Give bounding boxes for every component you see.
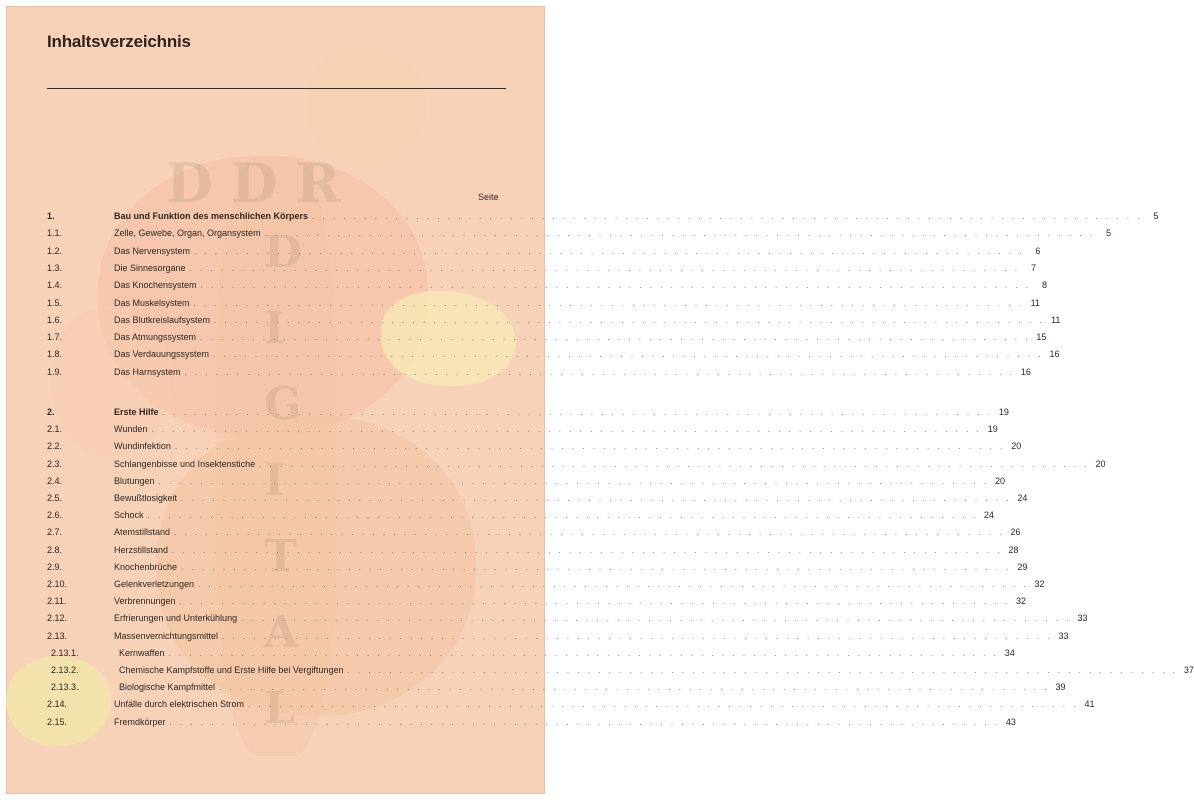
toc-entry-row xyxy=(6,475,1005,492)
toc-section-row xyxy=(6,407,1009,423)
toc-page-number: 7 xyxy=(1030,262,1036,273)
toc-number: 2.5. xyxy=(47,493,63,503)
toc-leader-dots: . . . . . . . . . . . . . . . . . . . . . . . . . . . . . . . . . . . . . . . . . . . . . . . . . . . . . . . . . . . . . . . . . . . . . . . . . . . . . . . . xyxy=(200,281,1031,291)
toc-title: Das Muskelsystem xyxy=(114,297,190,308)
toc-title: Erste Hilfe xyxy=(114,407,159,417)
toc-entry-row xyxy=(6,280,1047,296)
toc-number: 1.5. xyxy=(47,297,63,308)
toc-title: Wundinfektion xyxy=(114,441,171,452)
toc-leader-dots: . . . . . . . . . . . . . . . . . . . . . . . . . . . . . . . . . . . . . . . . . . . . . . . . . . . . . . . . . . . . . . . . . . . . . . . . . . . . . . . . xyxy=(181,562,1012,572)
toc-entry-row xyxy=(6,699,1095,715)
toc-number: 2.7. xyxy=(47,527,63,538)
toc-title: Blutungen xyxy=(114,475,155,486)
toc-entry-row xyxy=(6,424,998,440)
toc-entry-row xyxy=(6,596,1026,612)
toc-number: 2.9. xyxy=(47,561,63,572)
toc-title: Das Verdauungssystem xyxy=(114,349,210,360)
toc-title: Fremdkörper xyxy=(114,716,166,727)
toc-title: Unfälle durch elektrischen Strom xyxy=(114,699,245,710)
toc-leader-dots: . . . . . . . . . . . . . . . . . . . . . . . . . . . . . . . . . . . . . . . . . . . . . . . . . . . . . . . . . . . . . . . . . . . . . . . . . . . . . . . . xyxy=(189,263,1020,273)
toc-page-number: 8 xyxy=(1041,280,1047,291)
toc-leader-dots: . . . . . . . . . . . . . . . . . . . . . . . . . . . . . . . . . . . . . . . . . . . . . . . . . . . . . . . . . . . . . . . . . . . . . . . . . . . . . . . . xyxy=(312,212,1143,221)
toc-page-number: 33 xyxy=(1058,630,1069,641)
toc-number: 1.6. xyxy=(47,314,63,325)
toc-number: 2.4. xyxy=(47,475,63,486)
toc-leader-dots: . . . . . . . . . . . . . . . . . . . . . . . . . . . . . . . . . . . . . . . . . . . . . . . . . . . . . . . . . . . . . . . . . . . . . . . . . . . . . . . . xyxy=(147,511,978,521)
toc-title: Knochenbrüche xyxy=(114,561,178,572)
toc-entry-row xyxy=(6,510,994,526)
toc-leader-dots: . . . . . . . . . . . . . . . . . . . . . . . . . . . . . . . . . . . . . . . . . . . . . . . . . . . . . . . . . . . . . . . . . . . . . . . . . . . . . . . . xyxy=(264,229,1095,239)
toc-page-number: 20 xyxy=(994,475,1005,486)
toc-entry-row xyxy=(6,245,1041,262)
toc-title: Schock xyxy=(114,510,144,521)
toc-title: Die Sinnesorgane xyxy=(114,262,186,273)
toc-page-number: 16 xyxy=(1020,366,1031,377)
toc-entry-row xyxy=(6,682,1066,698)
toc-number: 1.7. xyxy=(47,332,63,343)
toc-number: 2.6. xyxy=(47,510,63,521)
toc-leader-dots: . . . . . . . . . . . . . . . . . . . . . . . . . . . . . . . . . . . . . . . . . . . . . . . . . . . . . . . . . . . . . . . . . . . . . . . . . . . . . . . . xyxy=(151,425,982,435)
toc-title: Das Nervensystem xyxy=(114,245,191,256)
toc-page-number: 6 xyxy=(1035,245,1041,256)
toc-entry-row xyxy=(6,527,1021,543)
toc-number: 2.12. xyxy=(47,613,68,624)
toc-title: Das Knochensystem xyxy=(114,280,197,291)
toc-entry-row xyxy=(6,332,1047,348)
toc-entry-row xyxy=(6,228,1111,244)
toc-number: 2.11. xyxy=(47,596,67,607)
toc-page-number: 20 xyxy=(1095,458,1106,469)
toc-page-number: 24 xyxy=(983,510,994,521)
toc-leader-dots: . . . . . . . . . . . . . . . . . . . . . . . . . . . . . . . . . . . . . . . . . . . . . . . . . . . . . . . . . . . . . . . . . . . . . . . . . . . . . . . . xyxy=(168,648,999,658)
toc-page-number: 20 xyxy=(1011,441,1022,452)
toc-leader-dots: . . . . . . . . . . . . . . . . . . . . . . . . . . . . . . . . . . . . . . . . . . . . . . . . . . . . . . . . . . . . . . . . . . . . . . . . . . . . . . . . xyxy=(198,580,1029,589)
toc-page-number: 33 xyxy=(1077,613,1088,624)
toc-entry-row xyxy=(6,349,1060,365)
toc-leader-dots: . . . . . . . . . . . . . . . . . . . . . . . . . . . . . . . . . . . . . . . . . . . . . . . . . . . . . . . . . . . . . . . . . . . . . . . . . . . . . . . . xyxy=(174,528,1005,538)
toc-entry-row xyxy=(6,366,1031,383)
watermark-top: DDR xyxy=(166,151,359,215)
toc-entry-row xyxy=(6,630,1069,647)
toc-page-number: 41 xyxy=(1084,699,1095,710)
toc-entry-row xyxy=(6,613,1088,629)
toc-leader-dots: . . . . . . . . . . . . . . . . . . . . . . . . . . . . . . . . . . . . . . . . . . . . . . . . . . . . . . . . . . . . . . . . . . . . . . . . . . . . . . . . xyxy=(194,246,1025,256)
toc-leader-dots: . . . . . . . . . . . . . . . . . . . . . . . . . . . . . . . . . . . . . . . . . . . . . . . . . . . . . . . . . . . . . . . . . . . . . . . . . . . . . . . . xyxy=(181,494,1012,503)
toc-entry-row xyxy=(6,297,1040,314)
toc-number: 1.9. xyxy=(47,366,63,377)
toc-page-number: 16 xyxy=(1049,349,1060,360)
toc-number: 1.3. xyxy=(47,262,63,273)
toc-leader-dots: . . . . . . . . . . . . . . . . . . . . . . . . . . . . . . . . . . . . . . . . . . . . . . . . . . . . . . . . . . . . . . . . . . . . . . . . . . . . . . . . xyxy=(347,666,1178,675)
watermark-letter: A xyxy=(264,607,299,658)
toc-title: Herzstillstand xyxy=(114,544,169,555)
toc-page-number: 28 xyxy=(1008,544,1019,555)
toc-title: Gelenkverletzungen xyxy=(114,579,195,589)
toc-title: Das Atmungssystem xyxy=(114,332,197,343)
toc-number: 2.15. xyxy=(47,716,68,727)
watermark-letter: I xyxy=(264,455,285,506)
toc-section-row xyxy=(6,211,1159,227)
toc-entry-row xyxy=(6,647,1015,664)
toc-entry-row xyxy=(6,493,1028,509)
toc-title: Biologische Kampfmittel xyxy=(119,682,216,693)
watermark-letter: G xyxy=(264,379,302,430)
toc-entry-row xyxy=(6,716,1016,733)
toc-leader-dots: . . . . . . . . . . . . . . . . . . . . . . . . . . . . . . . . . . . . . . . . . . . . . . . . . . . . . . . . . . . . . . . . . . . . . . . . . . . . . . . . xyxy=(193,298,1024,308)
toc-number: 2. xyxy=(47,407,55,417)
toc-title: Das Blutkreislaufsystem xyxy=(114,314,211,325)
toc-title: Massenvernichtungsmittel xyxy=(114,630,219,641)
toc-number: 2.13.3. xyxy=(51,682,79,693)
toc-entry-row xyxy=(6,458,1106,475)
toc-title: Bewußtlosigkeit xyxy=(114,493,178,503)
toc-page-number: 34 xyxy=(1004,647,1015,658)
toc-number: 2.13.2. xyxy=(51,665,79,675)
toc-leader-dots: . . . . . . . . . . . . . . . . . . . . . . . . . . . . . . . . . . . . . . . . . . . . . . . . . . . . . . . . . . . . . . . . . . . . . . . . . . . . . . . . xyxy=(214,315,1045,325)
toc-leader-dots: . . . . . . . . . . . . . . . . . . . . . . . . . . . . . . . . . . . . . . . . . . . . . . . . . . . . . . . . . . . . . . . . . . . . . . . . . . . . . . . . xyxy=(222,631,1053,641)
toc-entry-row xyxy=(6,544,1019,561)
toc-leader-dots: . . . . . . . . . . . . . . . . . . . . . . . . . . . . . . . . . . . . . . . . . . . . . . . . . . . . . . . . . . . . . . . . . . . . . . . . . . . . . . . . xyxy=(172,545,1003,555)
toc-leader-dots: . . . . . . . . . . . . . . . . . . . . . . . . . . . . . . . . . . . . . . . . . . . . . . . . . . . . . . . . . . . . . . . . . . . . . . . . . . . . . . . . xyxy=(179,597,1010,607)
toc-page-number: 19 xyxy=(987,424,998,435)
toc-page-number: 24 xyxy=(1017,493,1028,503)
toc-page-number: 26 xyxy=(1010,527,1021,538)
toc-number: 2.3. xyxy=(47,458,63,469)
toc-number: 2.13. xyxy=(47,630,68,641)
watermark-letter: D xyxy=(264,227,303,278)
toc-page-number: 37 xyxy=(1183,665,1194,675)
toc-leader-dots: . . . . . . . . . . . . . . . . . . . . . . . . . . . . . . . . . . . . . . . . . . . . . . . . . . . . . . . . . . . . . . . . . . . . . . . . . . . . . . . . xyxy=(158,476,989,486)
toc-title: Kernwaffen xyxy=(119,647,165,658)
map-background-shape xyxy=(306,46,426,166)
toc-number: 2.13.1. xyxy=(51,647,79,658)
toc-entry-row xyxy=(6,441,1022,457)
toc-number: 2.10. xyxy=(47,579,68,589)
watermark-letter: L xyxy=(264,683,295,734)
toc-number: 1.4. xyxy=(47,280,63,291)
toc-page-number: 5 xyxy=(1153,211,1159,221)
toc-leader-dots: . . . . . . . . . . . . . . . . . . . . . . . . . . . . . . . . . . . . . . . . . . . . . . . . . . . . . . . . . . . . . . . . . . . . . . . . . . . . . . . . xyxy=(213,350,1044,360)
toc-leader-dots: . . . . . . . . . . . . . . . . . . . . . . . . . . . . . . . . . . . . . . . . . . . . . . . . . . . . . . . . . . . . . . . . . . . . . . . . . . . . . . . . xyxy=(259,459,1090,469)
toc-entry-row xyxy=(6,314,1061,331)
toc-page-number: 15 xyxy=(1036,332,1047,343)
toc-number: 2.2. xyxy=(47,441,63,452)
toc-entry-row xyxy=(6,262,1036,279)
toc-page-number: 5 xyxy=(1105,228,1111,239)
toc-title: Bau und Funktion des menschlichen Körpers xyxy=(114,211,309,221)
toc-number: 1.1. xyxy=(47,228,63,239)
watermark-letter: T xyxy=(264,531,297,582)
toc-leader-dots: . . . . . . . . . . . . . . . . . . . . . . . . . . . . . . . . . . . . . . . . . . . . . . . . . . . . . . . . . . . . . . . . . . . . . . . . . . . . . . . . xyxy=(219,683,1050,693)
toc-leader-dots: . . . . . . . . . . . . . . . . . . . . . . . . . . . . . . . . . . . . . . . . . . . . . . . . . . . . . . . . . . . . . . . . . . . . . . . . . . . . . . . . xyxy=(184,367,1015,377)
toc-page-number: 32 xyxy=(1015,596,1026,607)
toc-entry-row xyxy=(6,579,1045,595)
toc-entry-row xyxy=(6,561,1028,578)
toc-number: 2.8. xyxy=(47,544,63,555)
toc-number: 2.14. xyxy=(47,699,68,710)
watermark-letter: I xyxy=(264,303,285,354)
toc-page-number: 43 xyxy=(1005,716,1016,727)
toc-entry-row xyxy=(6,665,1194,681)
page-column-label: Seite xyxy=(478,192,499,202)
page-title: Inhaltsverzeichnis xyxy=(47,32,191,51)
document-page xyxy=(6,6,1194,794)
toc-page-number: 11 xyxy=(1051,314,1061,325)
toc-number: 2.1. xyxy=(47,424,63,435)
toc-title: Chemische Kampfstoffe und Erste Hilfe bei Vergiftungen xyxy=(119,665,344,675)
toc-leader-dots: . . . . . . . . . . . . . . . . . . . . . . . . . . . . . . . . . . . . . . . . . . . . . . . . . . . . . . . . . . . . . . . . . . . . . . . . . . . . . . . . xyxy=(169,717,1000,727)
title-underline xyxy=(47,88,506,89)
toc-page-number: 39 xyxy=(1055,682,1066,693)
toc-title: Schlangenbisse und Insektenstiche xyxy=(114,458,256,469)
toc-leader-dots: . . . . . . . . . . . . . . . . . . . . . . . . . . . . . . . . . . . . . . . . . . . . . . . . . . . . . . . . . . . . . . . . . . . . . . . . . . . . . . . . xyxy=(248,700,1079,710)
toc-leader-dots: . . . . . . . . . . . . . . . . . . . . . . . . . . . . . . . . . . . . . . . . . . . . . . . . . . . . . . . . . . . . . . . . . . . . . . . . . . . . . . . . xyxy=(174,442,1006,452)
toc-title: Atemstillstand xyxy=(114,527,171,538)
toc-number: 1.8. xyxy=(47,349,63,360)
toc-title: Das Harnsystem xyxy=(114,366,181,377)
toc-page-number: 29 xyxy=(1017,561,1028,572)
toc-title: Wunden xyxy=(114,424,148,435)
toc-leader-dots: . . . . . . . . . . . . . . . . . . . . . . . . . . . . . . . . . . . . . . . . . . . . . . . . . . . . . . . . . . . . . . . . . . . . . . . . . . . . . . . . xyxy=(162,408,993,417)
toc-page-number: 32 xyxy=(1034,579,1045,589)
toc-number: 1. xyxy=(47,211,55,221)
toc-title: Zelle, Gewebe, Organ, Organsystem xyxy=(114,228,261,239)
toc-page-number: 11 xyxy=(1030,297,1040,308)
toc-leader-dots: . . . . . . . . . . . . . . . . . . . . . . . . . . . . . . . . . . . . . . . . . . . . . . . . . . . . . . . . . . . . . . . . . . . . . . . . . . . . . . . . xyxy=(241,614,1072,624)
toc-page-number: 19 xyxy=(998,407,1009,417)
toc-title: Verbrennungen xyxy=(114,596,176,607)
toc-title: Erfrierungen und Unterkühlung xyxy=(114,613,238,624)
toc-number: 1.2. xyxy=(47,245,63,256)
toc-leader-dots: . . . . . . . . . . . . . . . . . . . . . . . . . . . . . . . . . . . . . . . . . . . . . . . . . . . . . . . . . . . . . . . . . . . . . . . . . . . . . . . . xyxy=(200,333,1031,343)
